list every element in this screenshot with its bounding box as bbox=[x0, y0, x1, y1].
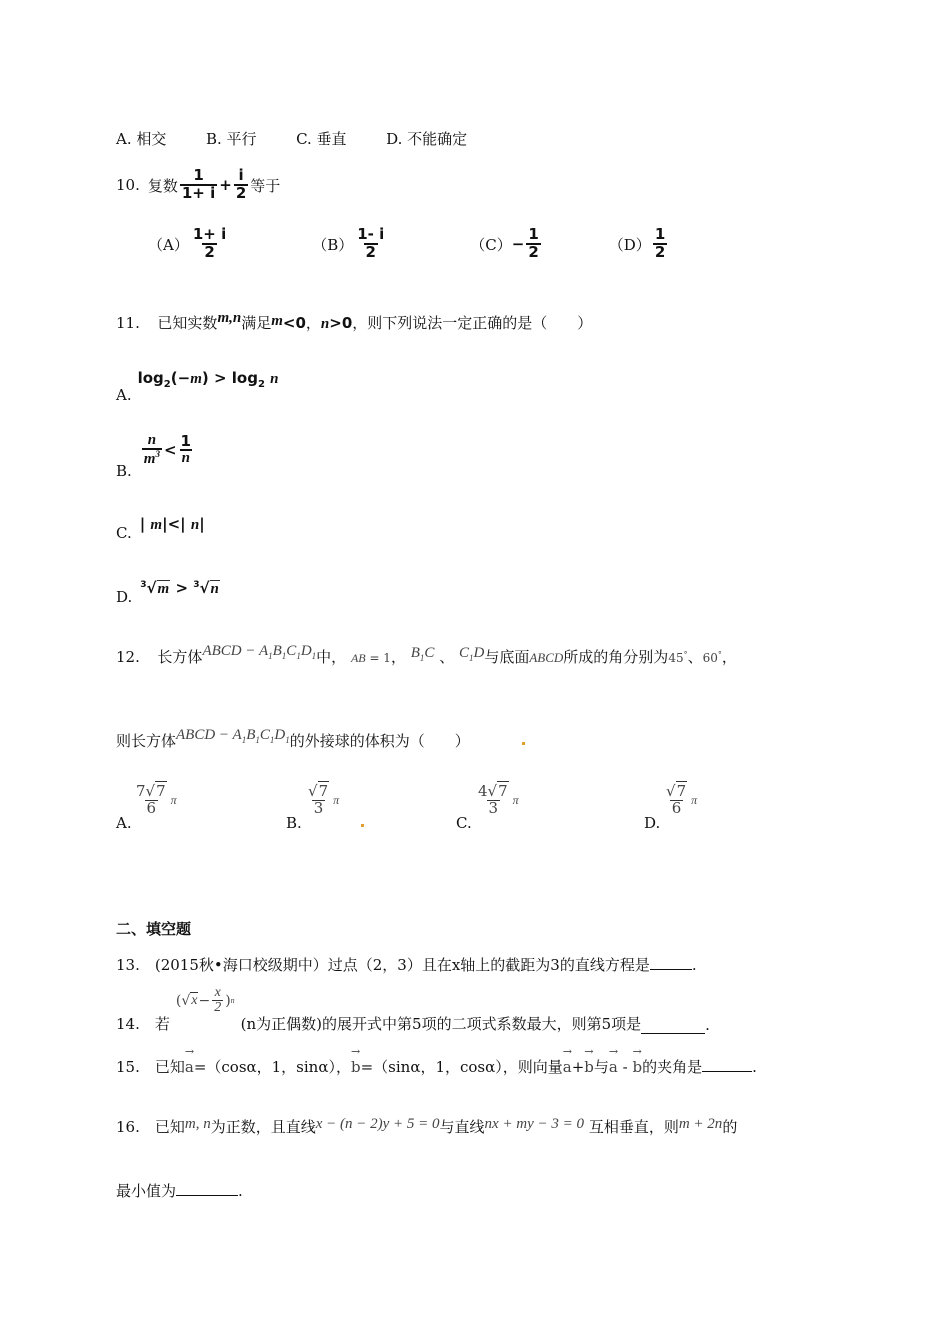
q10-expr-frac2: $\frac{i}{2}$ bbox=[235, 166, 247, 202]
q13-text: 13. (2015秋•海口校级期中）过点（2，3）且在x轴上的截距为3的直线方程是 bbox=[116, 956, 650, 974]
q14-end: . bbox=[705, 1016, 710, 1034]
q15-pre: 15. 已知 bbox=[116, 1058, 185, 1076]
q11-option-c: C. | m|<| n| bbox=[116, 515, 205, 542]
q10-opt-a-label: （A） bbox=[148, 235, 189, 254]
q10-opt-d-label: （D） bbox=[608, 235, 651, 254]
q11-label-d: D. bbox=[116, 588, 133, 606]
q16-t1: 为正数，且直线 bbox=[210, 1118, 316, 1136]
q10-opt-a-value: $\frac{1+ i}{2}$ bbox=[192, 225, 227, 261]
q10-stem: 10. 复数 $\frac{1}{1+ i}$ + $\frac{i}{2}$ 等于 bbox=[116, 166, 281, 202]
q10-opt-b-label: （B） bbox=[312, 235, 354, 254]
q12-stem-1: 长方体 bbox=[157, 648, 203, 666]
answer-blank[interactable] bbox=[176, 1181, 238, 1196]
vector-b: → b bbox=[351, 1058, 361, 1076]
q12-opt-c-value: $\frac{4√7}{3}$ π bbox=[478, 782, 519, 817]
q11-stem: 11. 已知实数m,n满足m<0，n>0，则下列说法一定正确的是（ ） bbox=[116, 310, 593, 332]
q11-number: 11. bbox=[116, 314, 140, 332]
q14-pre: 14. 若 bbox=[116, 1015, 170, 1033]
q12-label-b: B. bbox=[286, 814, 302, 832]
q12-stem: 12. 长方体ABCD − $A_1B_1C_1D_1$中， AB = 1， $B_1C$ 、 $C_1D$与底面ABCD所成的角分别为45°、60°， bbox=[116, 643, 737, 666]
q12-label-d: D. bbox=[644, 814, 661, 832]
q12-line2-2: 的外接球的体积为（ ） bbox=[289, 732, 470, 750]
q11-option-a: A. $\log_2(-m) > \log_2 n$ bbox=[116, 369, 279, 404]
q16-t3: 互相垂直，则 bbox=[588, 1118, 679, 1136]
q15-mid: 与 bbox=[593, 1058, 609, 1076]
q11-stem-3: ，则下列说法一定正确的是（ ） bbox=[352, 314, 593, 332]
q11-label-a: A. bbox=[116, 386, 132, 404]
q14-expression: (√ x − $\frac{x}{2}$ ) n bbox=[175, 984, 235, 1016]
q12-options bbox=[116, 784, 716, 834]
q10-opt-c-value: $\frac{1}{2}$ bbox=[528, 225, 539, 261]
q10-pre: 复数 bbox=[147, 176, 178, 195]
q15: 15. 已知→ a=（cosα，1，sinα），→ b=（sinα，1，cosα），则向量→ a+→ b与→ a - → b的夹角是 . bbox=[116, 1056, 757, 1077]
q9-option-a: A. 相交 bbox=[116, 130, 167, 148]
q9-option-d: D. 不能确定 bbox=[386, 130, 468, 148]
q16-t4: 的 bbox=[722, 1118, 738, 1136]
q14-post: (n为正偶数)的展开式中第5项的二项式系数最大，则第5项是 bbox=[240, 1015, 642, 1033]
q10-opt-c-label: （C） bbox=[470, 235, 512, 254]
q12-line2-1: 则长方体 bbox=[116, 732, 177, 750]
q10-number: 10. bbox=[116, 176, 140, 194]
q14 bbox=[116, 984, 710, 1034]
q11-label-b: B. bbox=[116, 462, 132, 480]
q13 bbox=[116, 954, 697, 975]
q12-opt-a-value: $\frac{7√7}{6}$ π bbox=[136, 782, 177, 817]
q9-options bbox=[116, 128, 467, 149]
q16: 16. 已知m, n为正数，且直线x − (n − 2)y + 5 = 0与直线nx + my − 3 = 0 互相垂直，则m + 2n的 bbox=[116, 1116, 738, 1136]
q12-line2: 则长方体ABCD − $A_1B_1C_1D_1$的外接球的体积为（ ） bbox=[116, 727, 470, 750]
q11-stem-1: 已知实数 bbox=[157, 314, 218, 332]
q12-stem-3: 与底面 bbox=[484, 648, 530, 666]
q16-pre: 16. 已知 bbox=[116, 1118, 185, 1136]
q9-option-b: B. 平行 bbox=[205, 130, 257, 148]
q10-expr-frac1: $\frac{1}{1+ i}$ bbox=[181, 166, 216, 202]
q16-end: . bbox=[238, 1182, 243, 1200]
q12-opt-d-value: $\frac{√7}{6}$ π bbox=[666, 782, 698, 817]
q10-opt-b-value: $\frac{1- i}{2}$ bbox=[357, 225, 385, 261]
q11-stem-2: 满足 bbox=[241, 314, 272, 332]
q15-a-def: =（cosα，1，sinα）， bbox=[193, 1058, 351, 1076]
q15-post: 的夹角是 bbox=[642, 1058, 703, 1076]
q10-options: （A） $\frac{1+ i}{2}$ （B） $\frac{1- i}{2}$ （C） − $\frac{1}{2}$ （D） $\frac{1}{2}$ bbox=[148, 225, 666, 261]
q15-end: . bbox=[752, 1058, 757, 1076]
answer-blank[interactable] bbox=[702, 1057, 752, 1072]
q12-stem-2: 中， bbox=[316, 648, 347, 666]
decorative-dot bbox=[522, 742, 525, 745]
vector-a: → a bbox=[185, 1058, 194, 1076]
q16-t2: 与直线 bbox=[439, 1118, 485, 1136]
q12-label-c: C. bbox=[456, 814, 472, 832]
q11-option-b: B. $\frac{n}{m^3}$ < $\frac{1}{n}$ bbox=[116, 431, 191, 480]
q10-opt-d-value: $\frac{1}{2}$ bbox=[654, 225, 666, 261]
q12-stem-4: 所成的角分别为 bbox=[563, 648, 669, 666]
q12-label-a: A. bbox=[116, 814, 132, 832]
q15-b-def: =（sinα，1，cosα），则向量 bbox=[360, 1058, 563, 1076]
q16-line2-text: 最小值为 bbox=[116, 1182, 177, 1200]
section-title: 二、填空题 bbox=[116, 920, 192, 938]
q11-option-d: D. $^3$√m > $^3$√n bbox=[116, 579, 219, 606]
q9-option-c: C. 垂直 bbox=[296, 130, 347, 148]
q10-post: 等于 bbox=[250, 176, 281, 195]
q12-opt-b-value: $\frac{√7}{3}$ π bbox=[308, 782, 340, 817]
q11-label-c: C. bbox=[116, 524, 132, 542]
q16-line2 bbox=[116, 1180, 243, 1201]
answer-blank[interactable] bbox=[641, 1019, 705, 1034]
q12-number: 12. bbox=[116, 648, 140, 666]
q13-end: . bbox=[691, 956, 697, 974]
answer-blank[interactable] bbox=[650, 955, 692, 970]
decorative-dot bbox=[361, 824, 364, 827]
